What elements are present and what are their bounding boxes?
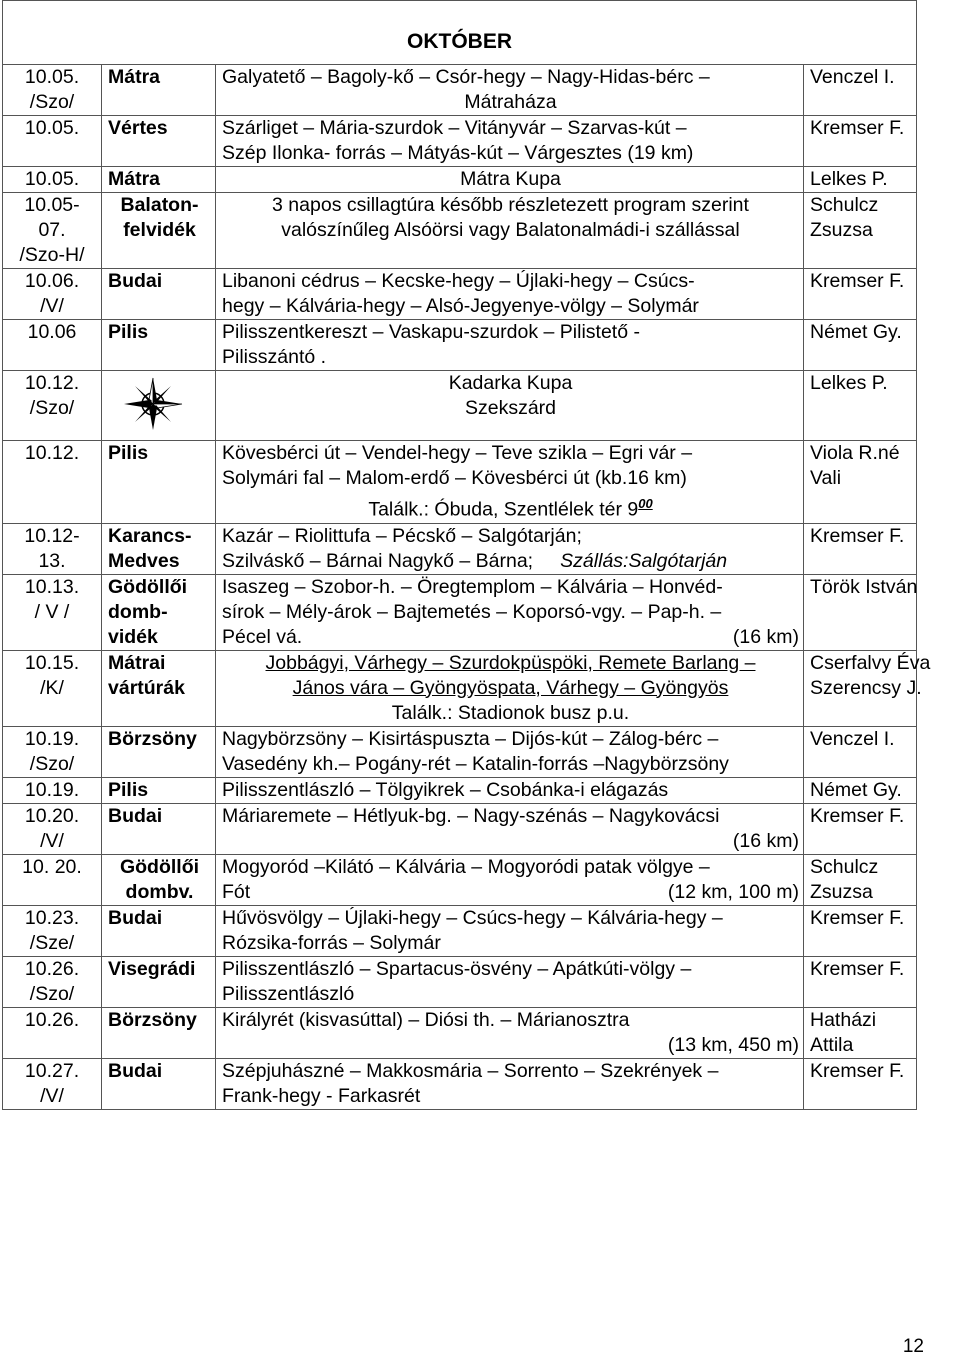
region-cell: Budai xyxy=(102,803,216,854)
region-cell: Gödöllői dombv. xyxy=(102,854,216,905)
leader-cell: Schulcz Zsuzsa xyxy=(804,854,917,905)
leader-cell: Kremser F. xyxy=(804,523,917,574)
table-row xyxy=(3,116,917,167)
route-cell: Szépjuhászné – Makkosmária – Sorrento – Szekrények – Frank-hegy - Farkasrét xyxy=(216,1058,804,1109)
route-cell: Kazár – Riolittufa – Pécskő – Salgótarján; Szilváskő – Bárnai Nagykő – Bárna; Szállás:Salgótarján xyxy=(216,523,804,574)
table-row xyxy=(3,726,917,777)
region-cell: Mátra xyxy=(102,65,216,116)
page-number: 12 xyxy=(902,1336,924,1357)
leader-cell: Viola R.né Vali xyxy=(804,441,917,524)
date-cell: 10.05. xyxy=(3,167,102,193)
date-cell: 10.26. /Szo/ xyxy=(3,956,102,1007)
route-cell: Nagybörzsöny – Kisirtáspuszta – Dijós-kút – Zálog-bérc – Vasedény kh.– Pogány-rét – Katalin-forrás –Nagybörzsöny xyxy=(216,726,804,777)
region-cell: Budai xyxy=(102,1058,216,1109)
leader-cell: Kremser F. xyxy=(804,116,917,167)
leader-cell: Schulcz Zsuzsa xyxy=(804,193,917,269)
region-cell: Budai xyxy=(102,905,216,956)
table-row xyxy=(3,523,917,574)
date-cell: 10.13. / V / xyxy=(3,574,102,650)
route-cell: Kövesbérci út – Vendel-hegy – Teve szikla – Egri vár – Solymári fal – Malom-erdő – Kövesbérci út (kb.16 km) Találk.: Óbuda, Szentlélek tér $9^{00}$ xyxy=(216,441,804,524)
date-cell: 10.23. /Sze/ xyxy=(3,905,102,956)
table-row xyxy=(3,269,917,320)
date-cell: 10.19. /Szo/ xyxy=(3,726,102,777)
leader-cell: Lelkes P. xyxy=(804,167,917,193)
table-row xyxy=(3,854,917,905)
region-cell: Budai xyxy=(102,269,216,320)
leader-cell: Kremser F. xyxy=(804,1058,917,1109)
date-cell: 10.05. /Szo/ xyxy=(3,65,102,116)
time-superscript: 00 xyxy=(638,496,653,511)
region-cell: Pilis xyxy=(102,320,216,371)
route-cell: Jobbágyi, Várhegy – Szurdokpüspöki, Remete Barlang – János vára – Gyöngyöspata, Várhegy – Gyöngyös Találk.: Stadionok busz p.u. xyxy=(216,650,804,726)
route-cell: Királyrét (kisvasúttal) – Diósi th. – Márianosztra (13 km, 450 m) xyxy=(216,1007,804,1058)
date-cell: 10.12. /Szo/ xyxy=(3,371,102,441)
route-cell: Szárliget – Mária-szurdok – Vitányvár – Szarvas-kút – Szép Ilonka- forrás – Mátyás-kút – Várgesztes (19 km) xyxy=(216,116,804,167)
region-cell: Karancs- Medves xyxy=(102,523,216,574)
leader-cell: Lelkes P. xyxy=(804,371,917,441)
route-cell: 3 napos csillagtúra később részletezett program szerint valószínűleg Alsóörsi vagy Balatonalmádi-i szállással xyxy=(216,193,804,269)
route-cell: Pilisszentlászló – Spartacus-ösvény – Apátkúti-völgy – Pilisszentlászló xyxy=(216,956,804,1007)
date-cell: 10.06. /V/ xyxy=(3,269,102,320)
route-cell: Mátra Kupa xyxy=(216,167,804,193)
route-cell: Kadarka Kupa Szekszárd xyxy=(216,371,804,441)
route-cell: Mogyoród –Kilátó – Kálvária – Mogyoródi patak völgye – Fót (12 km, 100 m) xyxy=(216,854,804,905)
region-cell: Börzsöny xyxy=(102,1007,216,1058)
region-cell: Gödöllői domb- vidék xyxy=(102,574,216,650)
date-cell: 10.12. xyxy=(3,441,102,524)
date-cell: 10.06 xyxy=(3,320,102,371)
leader-cell: Venczel I. xyxy=(804,65,917,116)
region-cell: Mátrai vártúrák xyxy=(102,650,216,726)
table-row xyxy=(3,905,917,956)
month-title: OKTÓBER xyxy=(3,1,917,65)
date-cell: 10.05. xyxy=(3,116,102,167)
table-row xyxy=(3,65,917,116)
leader-cell: Kremser F. xyxy=(804,803,917,854)
region-cell: Visegrádi xyxy=(102,956,216,1007)
table-row xyxy=(3,956,917,1007)
table-row xyxy=(3,320,917,371)
program-table xyxy=(2,0,931,1110)
date-cell: 10. 20. xyxy=(3,854,102,905)
region-cell: Balaton- felvidék xyxy=(102,193,216,269)
table-row xyxy=(3,777,917,803)
date-cell: 10.20. /V/ xyxy=(3,803,102,854)
table-row xyxy=(3,167,917,193)
leader-cell: Venczel I. xyxy=(804,726,917,777)
route-cell: Pilisszentlászló – Tölgyikrek – Csobánka-i elágazás xyxy=(216,777,804,803)
date-cell: 10.19. xyxy=(3,777,102,803)
region-cell: Pilis xyxy=(102,777,216,803)
date-cell: 10.27. /V/ xyxy=(3,1058,102,1109)
leader-cell: Török István xyxy=(804,574,917,650)
leader-cell: Német Gy. xyxy=(804,320,917,371)
table-row xyxy=(3,803,917,854)
route-cell: Galyatető – Bagoly-kő – Csór-hegy – Nagy-Hidas-bérc – Mátraháza xyxy=(216,65,804,116)
title-row xyxy=(3,1,917,65)
leader-cell: Hatházi Attila xyxy=(804,1007,917,1058)
route-cell: Libanoni cédrus – Kecske-hegy – Újlaki-hegy – Csúcs- hegy – Kálvária-hegy – Alsó-Jegyenye-völgy – Solymár xyxy=(216,269,804,320)
table-row xyxy=(3,574,917,650)
table-row xyxy=(3,193,917,269)
date-cell: 10.05- 07. /Szo-H/ xyxy=(3,193,102,269)
route-cell: Hűvösvölgy – Újlaki-hegy – Csúcs-hegy – Kálvária-hegy – Rózsika-forrás – Solymár xyxy=(216,905,804,956)
date-cell: 10.12- 13. xyxy=(3,523,102,574)
route-cell: Máriaremete – Hétlyuk-bg. – Nagy-szénás – Nagykovácsi (16 km) xyxy=(216,803,804,854)
leader-cell: Német Gy. xyxy=(804,777,917,803)
table-row xyxy=(3,1007,917,1058)
region-cell xyxy=(102,371,216,441)
leader-cell: Cserfalvy Éva Szerencsy J. xyxy=(804,650,917,726)
date-cell: 10.15. /K/ xyxy=(3,650,102,726)
compass-rose-icon xyxy=(122,375,184,433)
date-cell: 10.26. xyxy=(3,1007,102,1058)
leader-cell: Kremser F. xyxy=(804,956,917,1007)
region-cell: Börzsöny xyxy=(102,726,216,777)
leader-cell: Kremser F. xyxy=(804,269,917,320)
table-row xyxy=(3,371,917,441)
leader-cell: Kremser F. xyxy=(804,905,917,956)
route-cell: Pilisszentkereszt – Vaskapu-szurdok – Pilistető - Pilisszántó . xyxy=(216,320,804,371)
table-row xyxy=(3,1058,917,1109)
region-cell: Vértes xyxy=(102,116,216,167)
region-cell: Pilis xyxy=(102,441,216,524)
region-cell: Mátra xyxy=(102,167,216,193)
table-row xyxy=(3,441,917,524)
table-row xyxy=(3,650,917,726)
route-cell: Isaszeg – Szobor-h. – Öregtemplom – Kálvária – Honvéd- sírok – Mély-árok – Bajtemetés – Koporsó-vgy. – Pap-h. – Pécel vá. (16 km) xyxy=(216,574,804,650)
